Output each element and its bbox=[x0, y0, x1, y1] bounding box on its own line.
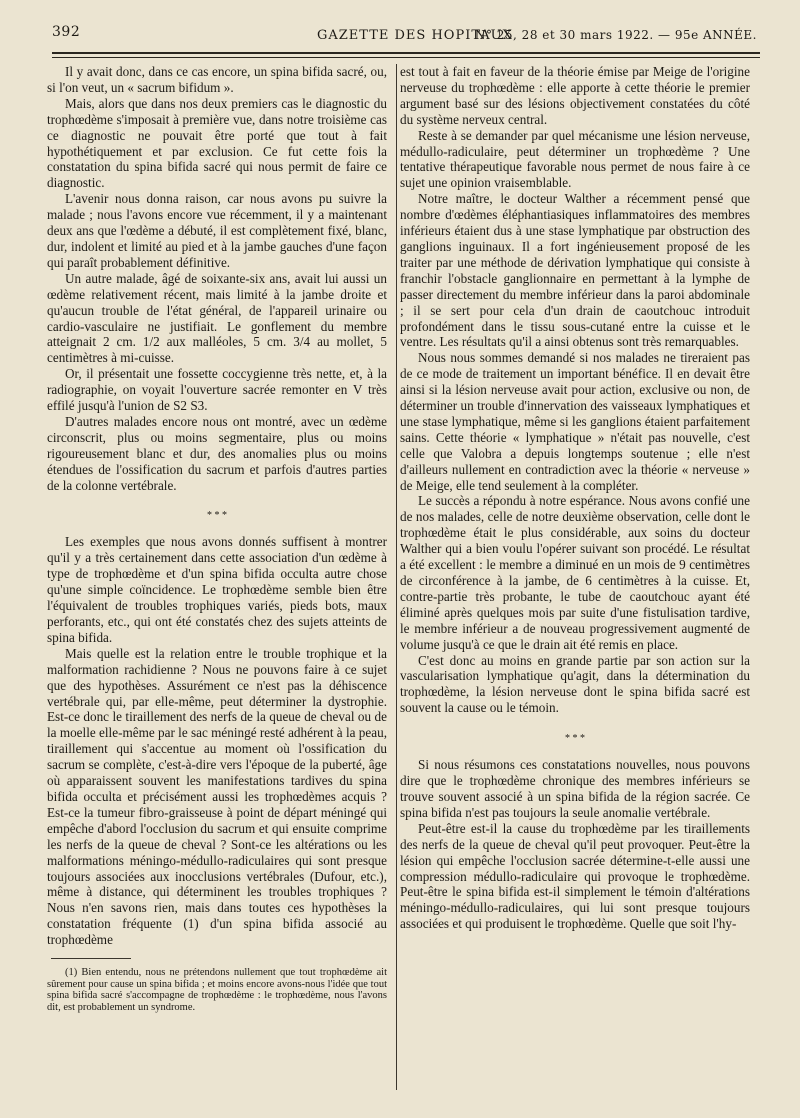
paragraph: Un autre malade, âgé de soixante-six ans, avait lui aussi un œdème relativement récent, mais limité à la jambe droite et qu'aucun trouble de l'état général, de l'appareil urinaire ou cardio-vasculaire ne justifiait. Le gonflement du membre atteignait 2 cm. 1/2 aux malléoles, 5 cm. 3/4 au mollet, 5 centimètres à mi-cuisse. bbox=[47, 270, 387, 366]
paragraph: Or, il présentait une fossette coccygienne très nette, et, à la radiographie, on voyait l'ouverture sacrée remonter en V très effilé jusqu'à l'union de S2 S3. bbox=[47, 366, 387, 414]
paragraph: Le succès a répondu à notre espérance. Nous avons confié une de nos malades, celle de notre deuxième observation, celle dont le trophœdème était le plus considérable, aux soins du docteur Walther qui a bien voulu l'opérer suivant son procédé. Le résultat a été excellent : le membre a diminué en un mois de 9 centimètres de circonférence à la jambe, de 6 centimètres à la cuisse. Et, contre-partie très probante, le tube de caoutchouc ayant été éliminé après quelques mois par suite d'une fistulisation tardive, le membre inférieur a de nouveau progressivement augmenté de volume jusqu'à ce que le drain ait été remis en place. bbox=[400, 493, 750, 652]
section-separator: * * * bbox=[565, 733, 585, 745]
header-rule-thin bbox=[52, 57, 760, 58]
column-divider bbox=[396, 64, 397, 1090]
paragraph: L'avenir nous donna raison, car nous avons pu suivre la malade ; nous l'avons encore vue récemment, il y a maintenant deux ans que l'œdème a débuté, il est complètement fixé, blanc, dur, indolent et limité au pied et à la jambe gauches d'une façon qui paraît probablement définitive. bbox=[47, 191, 387, 270]
footnote-rule bbox=[51, 958, 131, 959]
paragraph: C'est donc au moins en grande partie par son action sur la vascularisation lymphatique qu'agit, dans la détermination du trophœdème, la lésion nerveuse dont le spina bifida sacré est souvent la cause ou le témoin. bbox=[400, 652, 750, 716]
page-header bbox=[52, 26, 757, 48]
paragraph: Si nous résumons ces constatations nouvelles, nous pouvons dire que le trophœdème chronique des membres inférieurs se trouve souvent associé à un spina bifida de la région sacrée. Ce spina bifida n'est pas toujours la seule anomalie vertébrale. bbox=[400, 757, 750, 820]
paragraph: Les exemples que nous avons donnés suffisent à montrer qu'il y a très certainement dans cette association d'un œdème à type de trophœdème et d'un spina bifida occulta autre chose qu'une simple coïncidence. Le trophœdème semble bien être l'équivalent de troubles trophiques variés, pieds bots, maux perforants, etc., qui ont été constatés chez des sujets atteints de spina bifida. bbox=[47, 534, 387, 645]
paragraph: Notre maître, le docteur Walther a récemment pensé que nombre d'œdèmes éléphantiasiques inflammatoires des membres inférieurs étaient dus à une stase lymphatique par obstruction des ganglions inguinaux. Il a fort ingénieusement proposé de les traiter par une méthode de dérivation lymphatique qui consiste à franchir l'obstacle ganglionnaire en permettant à la lymphe de passer directement du membre inférieur dans la paroi abdominale ; il se sert pour cela d'un drain de caoutchouc introduit profondément dans le tissu sous-cutané entre la cuisse et le ventre. Les résultats qu'il a ainsi obtenus sont très remarquables. bbox=[400, 191, 750, 350]
header-rule-thick bbox=[52, 52, 760, 54]
paragraph: Peut-être est-il la cause du trophœdème par les tiraillements des nerfs de la queue de cheval qu'il peut provoquer. Peut-être la lésion qui empêche l'occlusion sacrée détermine-t-elle aussi une compression médullo-radiculaire qui provoque le trophœdème. Peut-être le spina bifida est-il simplement le témoin d'altérations méningo-médullo-radiculaires, qui lui sont presque toujours associées et qui produisent le trophœdème. Quelle que soit l'hy- bbox=[400, 820, 750, 932]
paragraph: Nous nous sommes demandé si nos malades ne tireraient pas de ce mode de traitement un important bénéfice. Il en devait être ainsi si la lésion nerveuse avait pour action, exclusive ou non, de déterminer un trouble d'innervation des vaisseaux lymphatiques et une stase lymphatique, même si les ganglions étaient parfaitement sains. Cette théorie « lymphatique » n'était pas nouvelle, c'est celle que Valobra a depuis longtemps soutenue ; elle n'est d'ailleurs nullement en contradiction avec la théorie « nerveuse » de Meige, elle tend seulement à la compléter. bbox=[400, 350, 750, 493]
right-column bbox=[400, 64, 750, 932]
left-column bbox=[47, 64, 387, 1013]
paragraph: Reste à se demander par quel mécanisme une lésion nerveuse, médullo-radiculaire, peut déterminer un trophœdème ? Une tentative thérapeutique favorable nous permet de nous faire à ce sujet une opinion vraisemblable. bbox=[400, 127, 750, 191]
paragraph: D'autres malades encore nous ont montré, avec un œdème circonscrit, plus ou moins segmentaire, plus ou moins rigoureusement blanc et dur, des anomalies plus ou moins étendues de l'ossification du sacrum et parfois d'autres parties de la colonne vertébrale. bbox=[47, 413, 387, 493]
paragraph: Mais, alors que dans nos deux premiers cas le diagnostic du trophœdème s'imposait à première vue, dans notre troisième cas ce diagnostic ne pouvait être porté que tout à fait hypothétiquement et par exclusion. Ce fut cette fois la constatation du spina bifida sacré qui nous permit de faire ce diagnostic. bbox=[47, 95, 387, 191]
section-separator: * * * bbox=[207, 510, 227, 522]
page-number: 392 bbox=[52, 24, 81, 40]
paragraph: Il y avait donc, dans ce cas encore, un spina bifida sacré, ou, si l'on veut, un « sacrum bifidum ». bbox=[47, 64, 387, 95]
journal-title: GAZETTE DES HOPITAUX bbox=[317, 28, 513, 43]
issue-info: N° 25, 28 et 30 mars 1922. — 95e ANNÉE. bbox=[474, 28, 757, 42]
footnote: (1) Bien entendu, nous ne prétendons nullement que tout trophœdème ait sûrement pour cause un spina bifida ; et moins encore avons-nous l'idée que tout spina bifida sacré s'accompagne de trophœdème : le trophœdème, nous l'avons dit, est probablement un syndrome. bbox=[47, 967, 387, 1013]
paragraph: Mais quelle est la relation entre le trouble trophique et la malformation rachidienne ? Nous ne pouvons faire à ce sujet que des hypothèses. Assurément ce n'est pas la déhiscence vertébrale qui, par elle-même, peut déterminer la dystrophie. Est-ce donc le tiraillement des nerfs de la queue de cheval ou de la moelle elle-même par le sac méningé resté adhérent à la peau, tiraillement qui s'accentue au moment où l'ossification du sacrum se complète, c'est-à-dire vers l'époque de la puberté, âge où apparaissent souvent les manifestations tardives du spina bifida occulta et précisément aussi les trophœdèmes acquis ? Est-ce la tumeur fibro-graisseuse à point de départ méningé qui empêche d'abord l'occlusion du sacrum et qui ensuite comprime les nerfs de la queue de cheval ? Sont-ce les altérations ou les malformations méningo-médullo-radiculaires qui sont presque toujours associées aux inocclusions vertébrales (Dufour, etc.), même à distance, qui déterminent les troubles trophiques ? Nous n'en savons rien, mais dans toutes ces hypothèses la constatation fréquente (1) d'un spina bifida associé au trophœdème bbox=[47, 645, 387, 948]
paragraph: est tout à fait en faveur de la théorie émise par Meige de l'origine nerveuse du trophœdème : elle apporte à cette théorie le premier argument basé sur des lésions objectivement constatées du côté du système nerveux central. bbox=[400, 64, 750, 127]
